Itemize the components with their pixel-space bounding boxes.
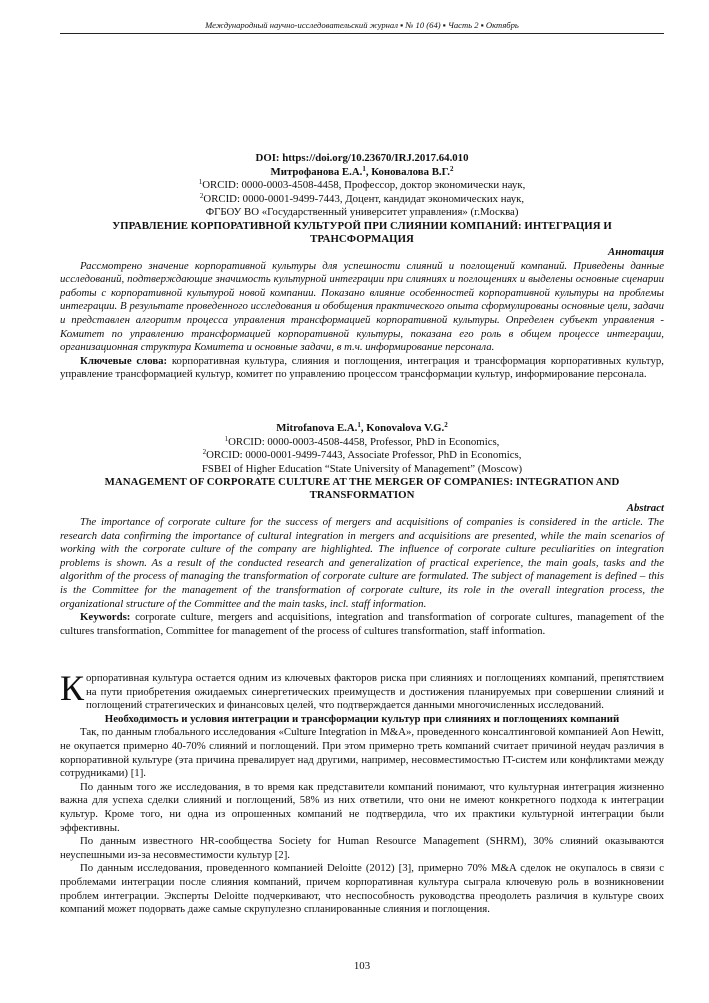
en-aff-1-sup: 1 [224, 434, 229, 443]
en-aff-2-sup: 2 [202, 448, 207, 457]
en-front-matter [60, 422, 664, 638]
en-author-2-sup: 2 [444, 421, 448, 429]
body-paragraph-4: По данным исследования, проведенного компанией Deloitte (2012) [3], примерно 70% M&A сделок не окупалось в связи с проблемами интеграции после слияния компаний, причем корпоративная культура сыграла ключевую роль в возникновении проблем интеграции. Эксперты Deloitte подчеркивают, что неспособность руководства преодолеть различия в культуре своих компаний может подорвать даже самые скрупулезно спланированные слияния и поглощения. [60, 862, 664, 916]
ru-keywords-label: Ключевые слова: [80, 354, 168, 367]
body-paragraph-3: По данным известного HR-сообщества Society for Human Resource Management (SHRM), 30% слияний оказываются неуспешными из-за несовместимости культур [2]. [60, 835, 664, 861]
en-aff-2-text: ORCID: 0000-0001-9499-7443, Associate Professor, PhD in Economics, [206, 449, 522, 462]
page-number: 103 [353, 960, 371, 972]
ru-aff-1-text: ORCID: 0000-0003-4508-4458, Профессор, доктор экономически наук, [202, 179, 526, 192]
en-organization: FSBEI of Higher Education “State University of Management” (Moscow) [201, 462, 523, 475]
en-abstract-heading: Abstract [626, 502, 664, 515]
en-keywords-text: corporate culture, mergers and acquisitions, integration and transformation of corporate cultures, management of the cultures transformation, Committee for management of the process of cultures transformation, staff information. [60, 611, 664, 637]
en-authors [60, 422, 664, 436]
ru-author-2-sup: 2 [449, 164, 454, 173]
ru-aff-2-sup: 2 [199, 191, 204, 200]
en-article-title: MANAGEMENT OF CORPORATE CULTURE AT THE MERGER OF COMPANIES: INTEGRATION AND TRANSFORMATION [104, 476, 620, 502]
ru-aff-1-sup: 1 [198, 178, 203, 187]
en-affiliation-1 [60, 436, 664, 450]
ru-article-title: УПРАВЛЕНИЕ КОРПОРАТИВНОЙ КУЛЬТУРОЙ ПРИ СЛИЯНИИ КОМПАНИЙ: ИНТЕГРАЦИЯ И ТРАНСФОРМАЦИЯ [112, 219, 612, 245]
en-keywords-label: Keywords: [80, 611, 131, 624]
doi-line: DOI: https://doi.org/10.23670/IRJ.2017.64.010 [255, 152, 469, 164]
body-paragraph-1: Так, по данным глобального исследования «Culture Integration in M&A», проведенного консалтинговой компанией Aon Hewitt, не окупается примерно 40-70% слияний и поглощений. При этом примерно треть компаний считает причиной неудач различия в корпоративной культуре (эта причина превалирует над другими, например, несовместимостью IT-систем или конфликтами между сотрудниками) [1]. [60, 726, 664, 780]
ru-abstract-text: Рассмотрено значение корпоративной культуры для успешности слияний и поглощений компаний. Приведены данные исследований, подтверждающие значимость культурной интеграции при слияниях и поглощениях и выделены основные сценарии работы с корпоративной культурой новой компании. Показано влияние особенностей корпоративной культуры на проблемы интеграции. В результате проведенного исследования и обобщения практического опыта сформулированы основные цели, задачи и представлен алгоритм процесса управления трансформацией корпоративной культуры. Определен субъект управления - Комитет по управлению трансформацией корпоративной культуры, показана его роль в общем процессе интеграции, организационная структура Комитета и основные задачи, в т.ч. информирование персонала. [60, 259, 664, 354]
en-affiliation-2 [60, 449, 664, 463]
ru-affiliation-2 [60, 193, 664, 207]
ru-front-matter [60, 152, 664, 382]
ru-abstract-heading: Аннотация [608, 245, 664, 258]
ru-aff-2-text: ORCID: 0000-0001-9499-7443, Доцент, кандидат экономических наук, [203, 192, 525, 205]
ru-organization: ФГБОУ ВО «Государственный университет управления» (г.Москва) [205, 206, 519, 219]
en-abstract-text: The importance of corporate culture for the success of mergers and acquisitions of companies is considered in the article. The research data confirming the importance of cultural integration in mergers and acquisitions are presented, while the main scenarios of working with the corporate culture of the company are highlighted. The influence of corporate culture peculiarities on integration problems is shown. As a result of the conducted research and generalization of practical experience, the main goals, tasks and the algorithm of the process of managing the transformation of corporate culture are formulated. The subject of management is defined – this is the Committee for the management of the transformation of corporate culture, its role in the overall integration process, the organizational structure of the Committee and the main tasks, incl. staff information. [60, 515, 664, 610]
en-aff-1-text: ORCID: 0000-0003-4508-4458, Professor, PhD in Economics, [228, 435, 500, 448]
en-author-2: Konovalova V.G. [366, 422, 445, 434]
ru-author-1: Митрофанова Е.А. [270, 165, 363, 178]
ru-author-2: Коновалова В.Г. [371, 165, 450, 178]
en-author-1-sup: 1 [357, 421, 361, 429]
article-body [60, 668, 664, 917]
intro-paragraph [60, 668, 664, 713]
journal-header: Международный научно-исследовательский журнал ▪ № 10 (64) ▪ Часть 2 ▪ Октябрь [205, 20, 519, 30]
ru-keywords-text: корпоративная культура, слияния и поглощения, интеграция и трансформация корпоративных культур, управление трансформацией культур, комитет по управлению процессом трансформации культур, информирование персонала. [60, 354, 664, 381]
ru-authors [60, 166, 664, 180]
intro-text: орпоративная культура остается одним из ключевых факторов риска при слияниях и поглощениях компаний, препятствием на пути приобретения ожидаемых синергетических преимуществ и достижения планируемых при совершении слияний и поглощений стратегических и финансовых целей, что подтверждается данными многочисленных исследований. [86, 672, 664, 712]
ru-author-1-sup: 1 [362, 164, 366, 173]
ru-author-separator: , [365, 165, 372, 178]
en-keywords [60, 611, 664, 638]
section-heading: Необходимость и условия интеграции и трансформации культур при слияниях и поглощениях компаний [104, 712, 620, 725]
en-author-separator: , [360, 422, 367, 434]
drop-cap: К [60, 668, 85, 708]
ru-keywords [60, 355, 664, 382]
en-author-1: Mitrofanova E.A. [276, 422, 358, 434]
ru-affiliation-1 [60, 179, 664, 193]
body-paragraph-2: По данным того же исследования, в то время как представители компаний понимают, что культурная интеграция жизненно важна для успеха сделки слияний и поглощений, 58% из них ответили, что они не имеют конкретного подхода к интеграции культур. Кроме того, ни одна из опрошенных компаний не подтвердила, что их практики культурной интеграции были эффективны. [60, 780, 664, 834]
header-divider [60, 33, 664, 34]
